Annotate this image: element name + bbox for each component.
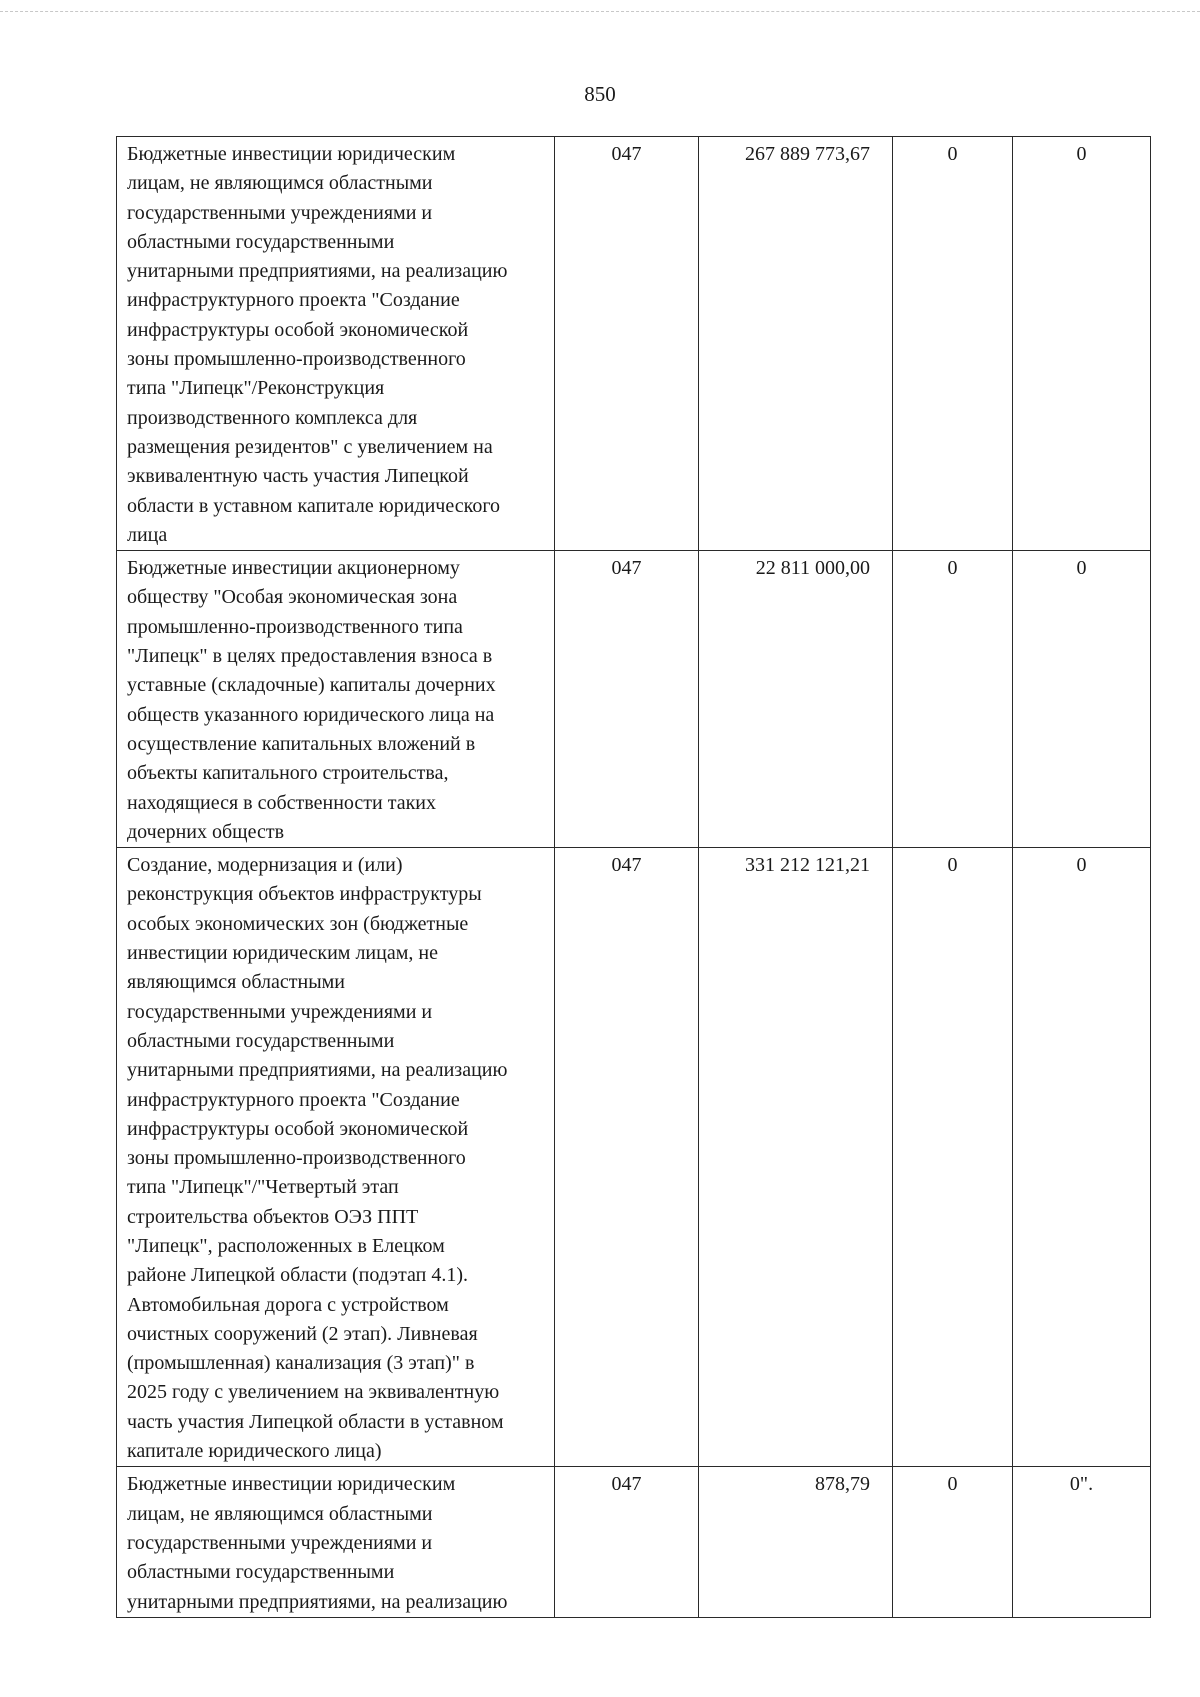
description-line: инфраструктурного проекта "Создание (127, 289, 460, 312)
description-line: производственного комплекса для (127, 406, 418, 429)
description-line: государственными учреждениями и (127, 201, 433, 224)
description-line: типа "Липецк"/"Четвертый этап (127, 1176, 399, 1199)
description-line: уставные (складочные) капиталы дочерних (127, 674, 496, 697)
description-line: Бюджетные инвестиции юридическим (127, 143, 456, 165)
description-line: типа "Липецк"/Реконструкция (127, 377, 385, 400)
description-line: 2025 году с увеличением на эквивалентную (127, 1381, 500, 1404)
description-line: осуществление капитальных вложений в (127, 732, 476, 755)
row-code: 047 (555, 137, 699, 551)
row-value-3: 0 (1013, 848, 1151, 1467)
description-line: лицам, не являющимся областными (127, 1502, 433, 1525)
description-line: государственными учреждениями и (127, 1531, 433, 1554)
description-line: лицам, не являющимся областными (127, 172, 433, 195)
row-code: 047 (555, 551, 699, 848)
description-line: (промышленная) канализация (3 этап)" в (127, 1352, 475, 1375)
row-description (117, 848, 555, 1467)
description-line: Бюджетные инвестиции юридическим (127, 1473, 456, 1496)
description-line: унитарными предприятиями, на реализацию (127, 1590, 508, 1613)
table-row (117, 1467, 1151, 1617)
row-description (117, 551, 555, 848)
row-value-2: 0 (893, 137, 1013, 551)
row-value-3: 0 (1013, 551, 1151, 848)
description-line: Бюджетные инвестиции акционерному (127, 557, 460, 580)
row-value-3: 0 (1013, 137, 1151, 551)
description-line: эквивалентную часть участия Липецкой (127, 465, 469, 488)
row-code: 047 (555, 848, 699, 1467)
description-line: инфраструктуры особой экономической (127, 318, 469, 341)
description-line: инфраструктуры особой экономической (127, 1117, 469, 1140)
row-amount: 878,79 (699, 1467, 893, 1617)
budget-table-body (117, 137, 1151, 1618)
description-line: "Липецк", расположенных в Елецком (127, 1234, 445, 1257)
description-line: Автомобильная дорога с устройством (127, 1293, 449, 1316)
description-line: районе Липецкой области (подэтап 4.1). (127, 1264, 468, 1287)
page-number: 850 (584, 82, 616, 106)
row-description (117, 1467, 555, 1617)
description-line: государственными учреждениями и (127, 1000, 433, 1023)
description-line: унитарными предприятиями, на реализацию (127, 260, 508, 283)
description-line: областными государственными (127, 230, 395, 253)
description-line: инфраструктурного проекта "Создание (127, 1088, 460, 1111)
description-line: обществ указанного юридического лица на (127, 703, 495, 726)
description-line: являющимся областными (127, 971, 345, 994)
description-line: зоны промышленно-производственного (127, 348, 466, 371)
description-line: очистных сооружений (2 этап). Ливневая (127, 1322, 478, 1345)
row-description (117, 137, 555, 551)
row-value-2: 0 (893, 848, 1013, 1467)
row-amount: 22 811 000,00 (699, 551, 893, 848)
description-line: областными государственными (127, 1561, 395, 1584)
row-code: 047 (555, 1467, 699, 1617)
row-value-2: 0 (893, 551, 1013, 848)
description-line: часть участия Липецкой области в уставном (127, 1410, 504, 1433)
description-line: "Липецк" в целях предоставления взноса в (127, 645, 493, 668)
table-row (117, 551, 1151, 848)
description-line: промышленно-производственного типа (127, 615, 463, 638)
description-line: реконструкция объектов инфраструктуры (127, 883, 482, 906)
description-line: Создание, модернизация и (или) (127, 854, 403, 877)
description-line: зоны промышленно-производственного (127, 1147, 466, 1170)
description-line: области в уставном капитале юридического (127, 494, 501, 517)
description-line: обществу "Особая экономическая зона (127, 586, 458, 609)
description-line: лица (127, 523, 168, 546)
table-row (117, 848, 1151, 1467)
description-line: дочерних обществ (127, 820, 285, 843)
description-line: инвестиции юридическим лицам, не (127, 942, 438, 965)
description-line: размещения резидентов" с увеличением на (127, 435, 493, 458)
description-line: капитале юридического лица) (127, 1440, 382, 1463)
row-value-2: 0 (893, 1467, 1013, 1617)
scan-edge-line (0, 11, 1200, 12)
row-amount: 331 212 121,21 (699, 848, 893, 1467)
row-amount: 267 889 773,67 (699, 137, 893, 551)
description-line: строительства объектов ОЭЗ ППТ (127, 1205, 419, 1228)
description-line: областными государственными (127, 1029, 395, 1052)
description-line: объекты капитального строительства, (127, 762, 449, 785)
table-row (117, 137, 1151, 551)
description-line: особых экономических зон (бюджетные (127, 912, 469, 935)
description-line: находящиеся в собственности таких (127, 791, 436, 814)
description-line: унитарными предприятиями, на реализацию (127, 1059, 508, 1082)
row-value-3: 0". (1013, 1467, 1151, 1617)
budget-table (116, 136, 1151, 1618)
